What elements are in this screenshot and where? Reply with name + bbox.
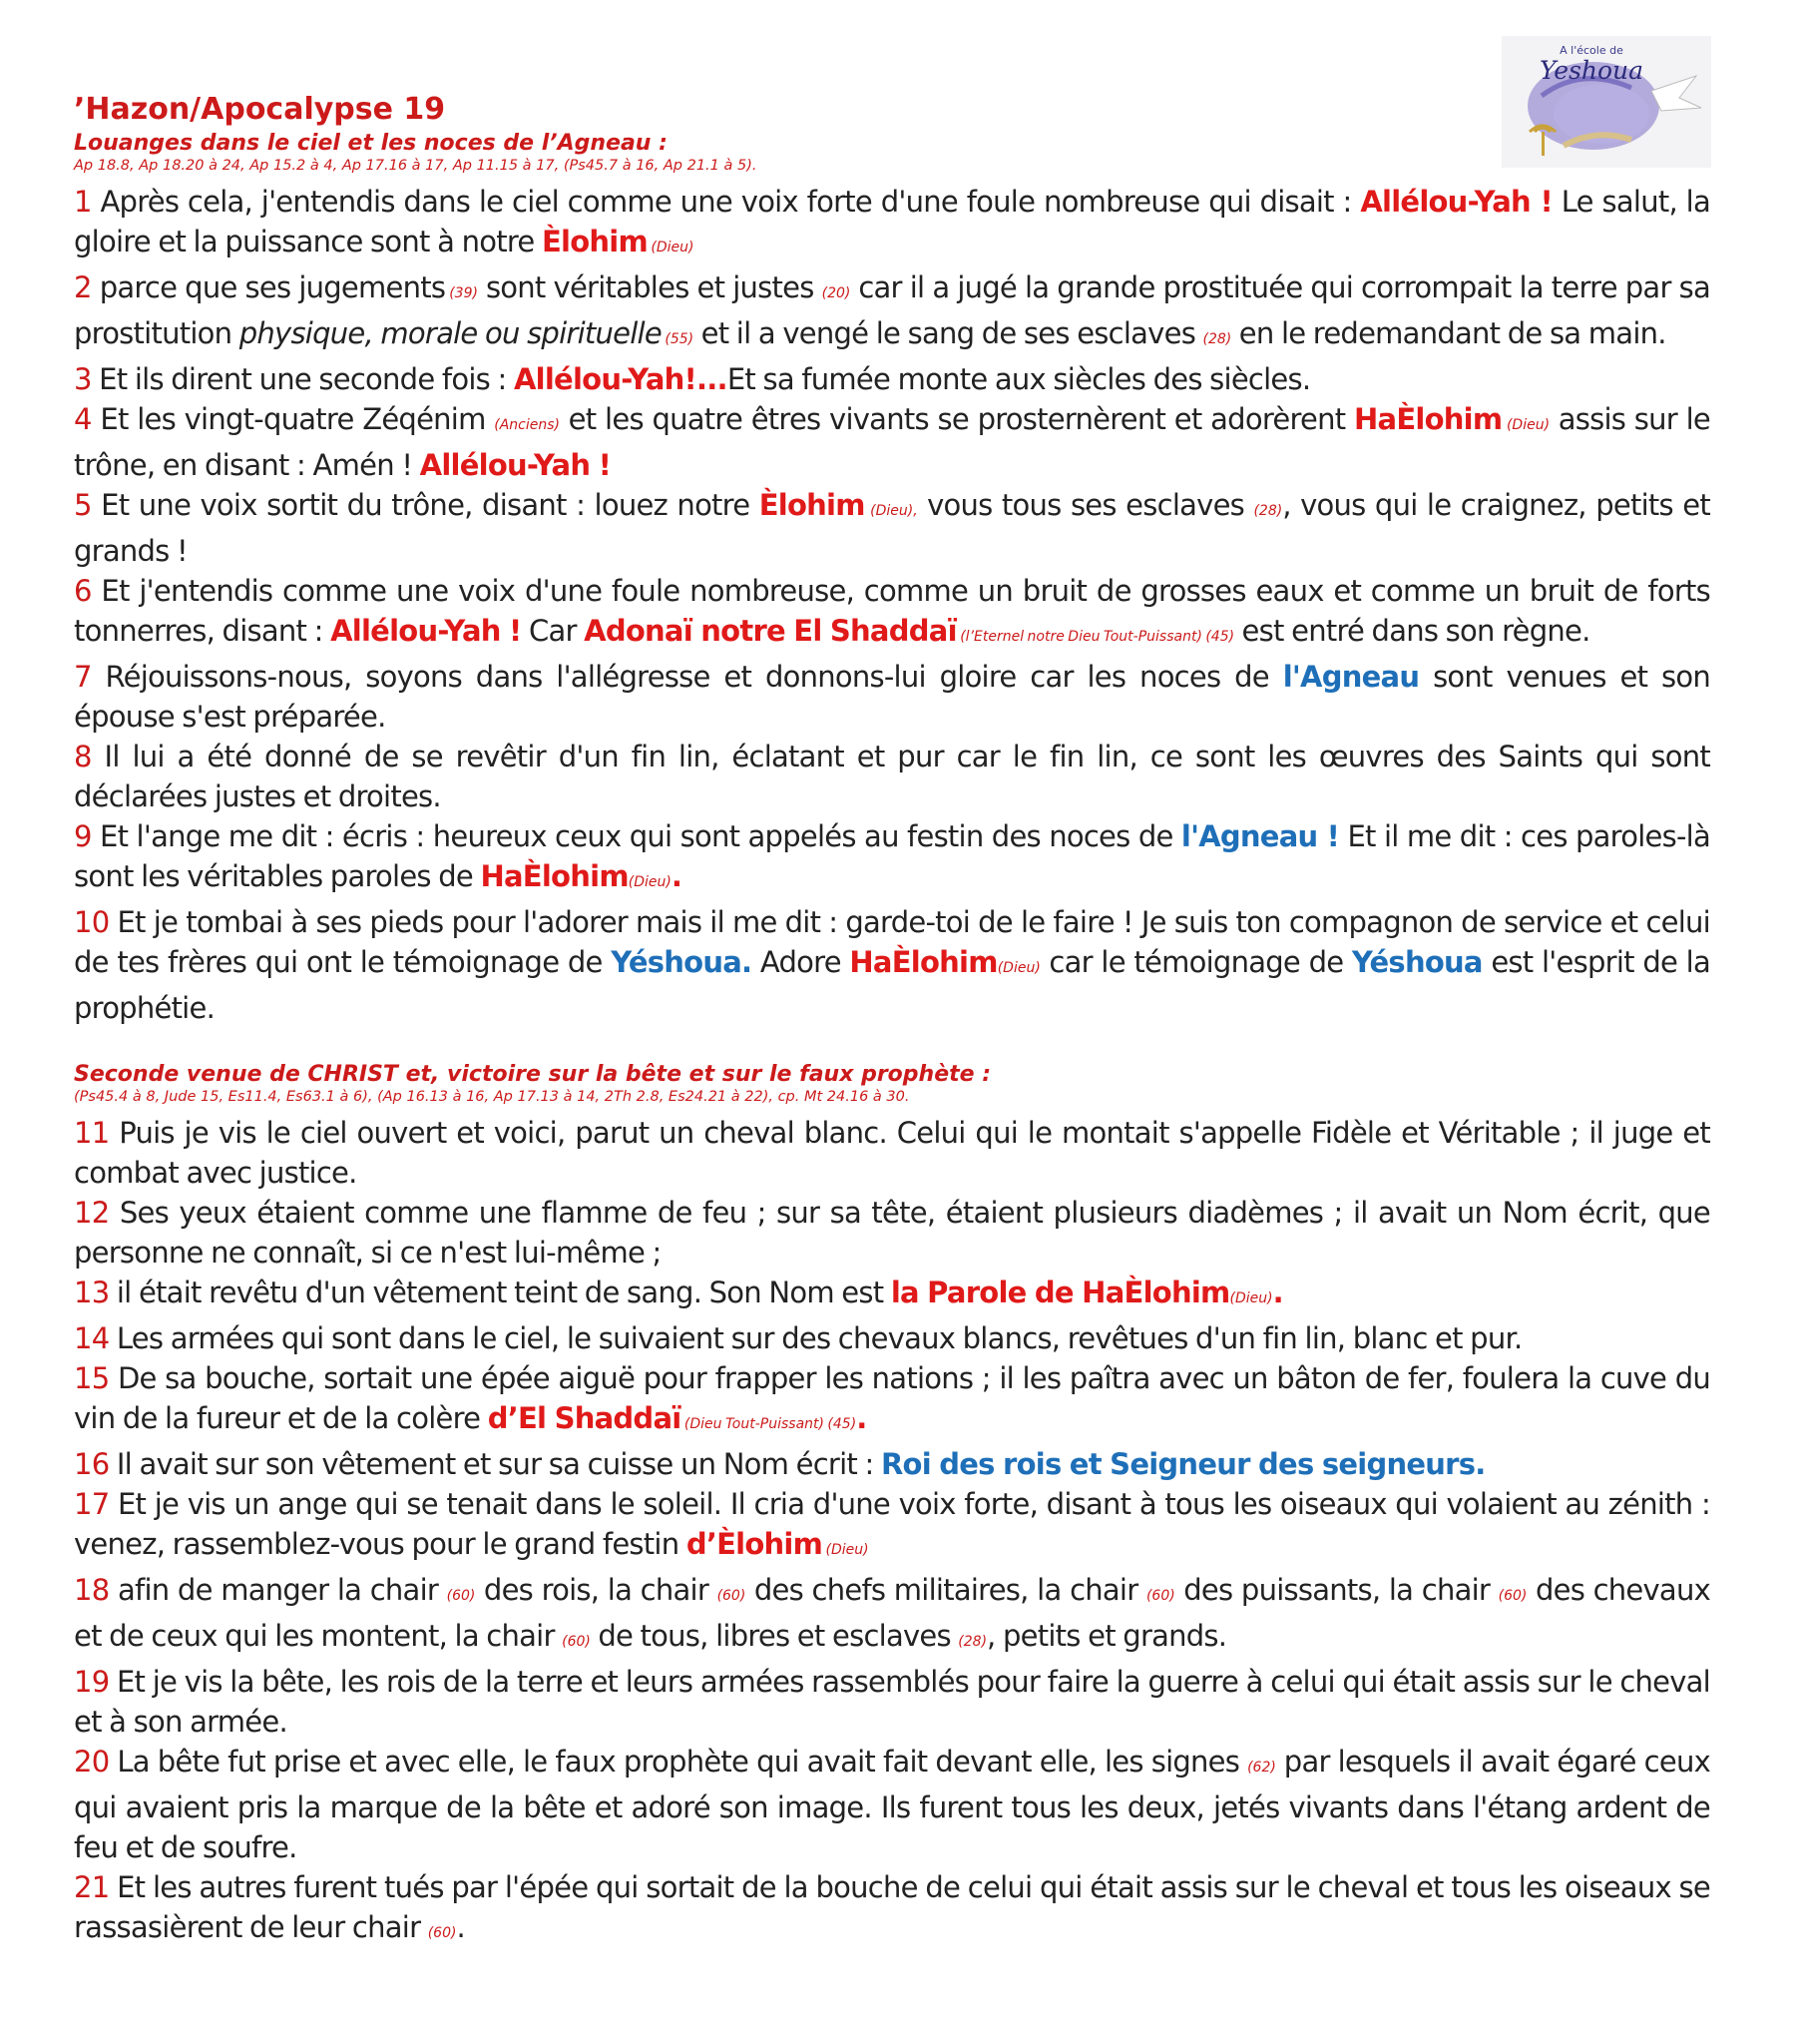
verse-note: (60) — [1498, 1588, 1528, 1604]
verse-text: par lesquels il avait égaré ceux qui avaient pris la marque de la bête et adoré son image. Ils furent tous les deux, jetés vivants dans l'étang ardent de feu et de soufre. — [74, 1745, 1710, 1864]
verse-number: 5 — [74, 488, 92, 522]
verse-note: (39) — [445, 285, 478, 301]
verse — [74, 1662, 1710, 1742]
verse-text: car le témoignage de — [1040, 945, 1352, 979]
chapter-page — [74, 92, 1710, 1953]
verse-text: Et j'entendis comme une voix d'une foule nombreuse, comme un bruit de grosses eaux et comme un bruit de forts tonnerres, disant : — [74, 574, 1710, 648]
verse-text: Après cela, j'entendis dans le ciel comme une voix forte d'une foule nombreuse qui disait : — [91, 185, 1361, 219]
verse-text: Et il me dit : ces paroles-là sont les véritables paroles de — [74, 819, 1711, 893]
verse-note: (55) — [661, 331, 694, 347]
verse-note: (60) — [427, 1925, 457, 1941]
verse — [74, 1742, 1710, 1867]
verse-text: , petits et grands. — [987, 1619, 1227, 1653]
verse — [74, 1484, 1710, 1570]
verse-note: (Dieu) — [628, 874, 672, 890]
divine-name: la Parole de HaÈlohim — [890, 1276, 1230, 1309]
verse-number: 1 — [74, 185, 92, 219]
verse-text: en le redemandant de sa main. — [1231, 316, 1666, 350]
verse-text: des puissants, la chair — [1174, 1573, 1499, 1607]
verse-number: 21 — [74, 1870, 110, 1904]
verse — [74, 1867, 1710, 1953]
verse-note: (Dieu Tout-Puissant) (45) — [680, 1416, 857, 1432]
verse-text: sont véritables et justes — [477, 270, 822, 304]
verse-number: 18 — [74, 1573, 110, 1607]
divine-name: Allélou-Yah!... — [513, 362, 727, 396]
verse-text: Et sa fumée monte aux siècles des siècles. — [726, 362, 1311, 396]
verse — [74, 571, 1710, 657]
verse-text: Car — [521, 614, 585, 648]
divine-name: HaÈlohim — [849, 945, 998, 979]
verse-note: (60) — [446, 1588, 476, 1604]
verse-text: des chevaux et de ceux qui les montent, la chair — [74, 1573, 1710, 1653]
verse-number: 20 — [74, 1745, 110, 1779]
verse — [74, 737, 1710, 816]
verse-text: des chefs militaires, la chair — [745, 1573, 1146, 1607]
verse-text: et les quatre êtres vivants se prosternèrent et adorèrent — [560, 402, 1354, 436]
verse-text: Adore — [751, 945, 850, 979]
verse — [74, 1193, 1710, 1273]
verse-note: (Dieu) — [997, 960, 1041, 976]
verse-text: vous tous ses esclaves — [917, 488, 1254, 522]
verse-text: . — [456, 1910, 465, 1944]
verse-text: Et ils dirent une seconde fois : — [91, 362, 514, 396]
verse-text: Les armées qui sont dans le ciel, le suivaient sur des chevaux blancs, revêtues d'un fin lin, blanc et pur. — [109, 1321, 1523, 1355]
verse-number: 16 — [74, 1447, 110, 1481]
divine-name: HaÈlohim — [1354, 402, 1503, 436]
section-spacer — [74, 1028, 1710, 1062]
verse — [74, 657, 1710, 737]
verse — [74, 1444, 1710, 1484]
verse-number: 13 — [74, 1276, 110, 1309]
verse — [74, 1113, 1710, 1193]
divine-name: . — [671, 859, 682, 893]
verse-text: Il lui a été donné de se revêtir d'un fin lin, éclatant et pur car le fin lin, ce sont les œuvres des Saints qui sont déclarées justes et droites. — [74, 740, 1710, 813]
christ-name: l'Agneau — [1282, 660, 1420, 694]
verse-number: 2 — [74, 270, 92, 304]
logo-text-line2: Yeshoua — [1539, 56, 1644, 85]
verse-text: est entré dans son règne. — [1234, 614, 1590, 648]
verse-number: 15 — [74, 1361, 110, 1395]
verse-text: Et les vingt-quatre Zéqénim — [91, 402, 495, 436]
verse-number: 19 — [74, 1665, 110, 1699]
emphasis-text: physique, morale ou spirituelle — [238, 316, 662, 350]
verse-note: (28) — [958, 1634, 988, 1650]
verse-number: 17 — [74, 1487, 110, 1521]
christ-name: Roi des rois et Seigneur des seigneurs. — [880, 1447, 1486, 1481]
verse — [74, 816, 1710, 902]
verse-text: Et une voix sortit du trône, disant : louez notre — [91, 488, 759, 522]
verse-note: (Dieu) — [1229, 1290, 1273, 1306]
verse-text: Réjouissons-nous, soyons dans l'allégresse et donnons-lui gloire car les noces de — [91, 660, 1283, 694]
verse-text: Il avait sur son vêtement et sur sa cuisse un Nom écrit : — [109, 1447, 881, 1481]
verse-text: Et je vis la bête, les rois de la terre et leurs armées rassemblés pour faire la guerre à celui qui était assis sur le cheval et à son armée. — [74, 1665, 1710, 1739]
verse-note: (60) — [716, 1588, 746, 1604]
verse-text: La bête fut prise et avec elle, le faux prophète qui avait fait devant elle, les signes — [109, 1745, 1248, 1779]
verse-text: car il a jugé la grande prostituée qui corrompait la terre par sa prostitution — [74, 270, 1710, 350]
verse-note: (Dieu) — [647, 240, 694, 256]
verse-text: Le salut, la gloire et la puissance sont à notre — [74, 185, 1710, 258]
verse — [74, 1318, 1710, 1358]
verse-text: De sa bouche, sortait une épée aiguë pour frapper les nations ; il les paîtra avec un bâton de fer, foulera la cuve du vin de la fureur et de la colère — [74, 1361, 1710, 1435]
verse-number: 11 — [74, 1116, 110, 1150]
verse-text: assis sur le trône, en disant : Amén ! — [74, 402, 1711, 482]
verse-note: (l’Eternel notre Dieu Tout-Puissant) (45) — [956, 629, 1235, 645]
verse-note: (Dieu) — [822, 1542, 869, 1558]
divine-name: d’Èlohim — [685, 1527, 823, 1561]
logo-text-line1: A l'école de — [1560, 44, 1623, 57]
verse-text: Et je vis un ange qui se tenait dans le soleil. Il cria d'une voix forte, disant à tous les oiseaux qui volaient au zénith : venez, rassemblez-vous pour le grand festin — [74, 1487, 1710, 1561]
divine-name: Allélou-Yah ! — [1360, 185, 1554, 219]
divine-name: Allélou-Yah ! — [330, 614, 522, 648]
verse-text: , vous qui le craignez, petits et grands ! — [74, 488, 1710, 568]
verse — [74, 267, 1710, 359]
verse — [74, 1570, 1710, 1662]
verse-note: (20) — [821, 285, 851, 301]
verse-text: parce que ses jugements — [91, 270, 446, 304]
verse-text: Et l'ange me dit : écris : heureux ceux qui sont appelés au festin des noces de — [91, 819, 1181, 853]
verse — [74, 902, 1710, 1028]
verse-text: il était revêtu d'un vêtement teint de sang. Son Nom est — [109, 1276, 891, 1309]
verse-number: 8 — [74, 740, 92, 773]
verse — [74, 485, 1710, 571]
verse-note: (28) — [1202, 331, 1232, 347]
section-references: (Ps45.4 à 8, Jude 15, Es11.4, Es63.1 à 6), (Ap 16.13 à 16, Ap 17.13 à 14, 2Th 2.8, Es24.21 à 22), cp. Mt 24.16 à 30. — [74, 1089, 910, 1105]
verse-text: est l'esprit de la prophétie. — [74, 945, 1711, 1025]
section-references: Ap 18.8, Ap 18.20 à 24, Ap 15.2 à 4, Ap 17.16 à 17, Ap 11.15 à 17, (Ps45.7 à 16, Ap 21.1 à 5). — [74, 158, 757, 174]
verse-number: 12 — [74, 1196, 110, 1230]
verse — [74, 359, 1710, 399]
divine-name: d’El Shaddaï — [487, 1401, 681, 1435]
divine-name: Adonaï notre El Shaddaï — [584, 614, 957, 648]
verse-note: (Dieu) — [1502, 417, 1551, 433]
chapter-title: ’Hazon/Apocalypse 19 — [74, 92, 446, 127]
verse — [74, 182, 1710, 267]
verse-number: 6 — [74, 574, 92, 608]
christ-name: Yéshoua. — [611, 945, 752, 979]
divine-name: Èlohim — [758, 488, 865, 522]
divine-name: HaÈlohim — [480, 859, 629, 893]
verse-note: (Dieu), — [864, 503, 918, 519]
divine-name: Èlohim — [541, 225, 648, 258]
verse-note: (62) — [1247, 1760, 1276, 1776]
verse-number: 9 — [74, 819, 92, 853]
section-heading: Seconde venue de CHRIST et, victoire sur la bête et sur le faux prophète : — [74, 1062, 992, 1087]
christ-name: l'Agneau ! — [1180, 819, 1340, 853]
verse-number: 10 — [74, 905, 110, 939]
verse-text: sont venues et son épouse s'est préparée. — [74, 660, 1711, 734]
verse — [74, 1358, 1710, 1444]
divine-name: Allélou-Yah ! — [419, 448, 612, 482]
verse-text: de tous, libres et esclaves — [590, 1619, 959, 1653]
verse-number: 7 — [74, 660, 92, 694]
verse-number: 3 — [74, 362, 92, 396]
verse-text: Ses yeux étaient comme une flamme de feu ; sur sa tête, étaient plusieurs diadèmes ; il avait un Nom écrit, que personne ne connaît, si ce n'est lui-même ; — [74, 1196, 1710, 1270]
verse — [74, 399, 1710, 485]
verse-text: Puis je vis le ciel ouvert et voici, parut un cheval blanc. Celui qui le montait s'appelle Fidèle et Véritable ; il juge et combat avec justice. — [74, 1116, 1710, 1190]
verse-note: (60) — [562, 1634, 591, 1650]
verse-text: et il a vengé le sang de ses esclaves — [693, 316, 1203, 350]
divine-name: . — [856, 1401, 867, 1435]
verse-text: afin de manger la chair — [109, 1573, 447, 1607]
verse-note: (28) — [1253, 503, 1283, 519]
verse-text: Et les autres furent tués par l'épée qui sortait de la bouche de celui qui était assis sur le cheval et tous les oiseaux se rassasièrent de leur chair — [74, 1870, 1710, 1944]
verse-text: des rois, la chair — [475, 1573, 717, 1607]
divine-name: . — [1272, 1276, 1283, 1309]
verse-note: (60) — [1145, 1588, 1175, 1604]
verse — [74, 1273, 1710, 1318]
section-heading: Louanges dans le ciel et les noces de l’Agneau : — [74, 131, 668, 156]
verse-number: 14 — [74, 1321, 110, 1355]
chapter-body — [74, 131, 1710, 1953]
verse-text: Et je tombai à ses pieds pour l'adorer mais il me dit : garde-toi de le faire ! Je suis ton compagnon de service et celui de tes frères qui ont le témoignage de — [74, 905, 1710, 979]
christ-name: Yéshoua — [1351, 945, 1483, 979]
verse-note: (Anciens) — [494, 417, 561, 433]
verse-number: 4 — [74, 402, 92, 436]
